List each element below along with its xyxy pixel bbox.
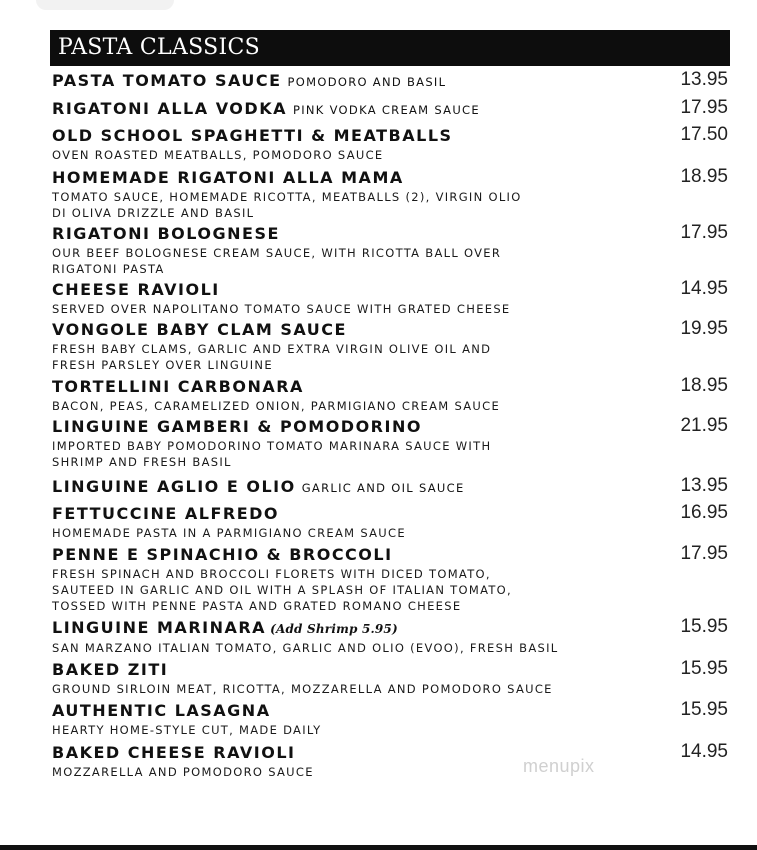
menu-item (52, 167, 732, 221)
item-price: 15.95 (680, 658, 728, 679)
item-name: VONGOLE BABY CLAM SAUCE (52, 320, 347, 339)
item-inline-description: GARLIC AND OIL SAUCE (301, 481, 465, 495)
item-price: 18.95 (680, 375, 728, 396)
menu-item (52, 544, 732, 614)
menu-item (52, 742, 732, 780)
item-name: PASTA TOMATO SAUCE (52, 71, 282, 90)
item-title-line (52, 659, 642, 681)
item-name: RIGATONI BOLOGNESE (52, 224, 280, 243)
item-title-line (52, 223, 642, 245)
item-description: SERVED OVER NAPOLITANO TOMATO SAUCE WITH GRATED CHEESE (52, 302, 511, 316)
item-description: TOMATO SAUCE, HOMEMADE RICOTTA, MEATBALLS (2), VIRGIN OLIO (52, 190, 522, 204)
menu-item (52, 376, 732, 414)
menu-item (52, 98, 732, 121)
item-name: TORTELLINI CARBONARA (52, 377, 304, 396)
item-price: 15.95 (680, 616, 728, 637)
menu-item (52, 659, 732, 697)
section-header (50, 30, 730, 66)
menu-item (52, 617, 732, 656)
top-tab (36, 0, 174, 10)
menu-item (52, 70, 732, 93)
item-title-line (52, 700, 642, 722)
item-inline-description: POMODORO AND BASIL (287, 75, 447, 89)
item-name: LINGUINE AGLIO E OLIO (52, 477, 296, 496)
menu-item (52, 476, 732, 499)
item-description: IMPORTED BABY POMODORINO TOMATO MARINARA SAUCE WITH (52, 439, 492, 453)
item-title-line (52, 98, 642, 121)
item-title-line (52, 503, 642, 525)
item-price: 13.95 (680, 69, 728, 90)
item-price: 15.95 (680, 699, 728, 720)
item-name: CHEESE RAVIOLI (52, 280, 220, 299)
item-description: FRESH PARSLEY OVER LINGUINE (52, 358, 273, 372)
item-description: FRESH BABY CLAMS, GARLIC AND EXTRA VIRGIN OLIVE OIL AND (52, 342, 492, 356)
item-name: BAKED CHEESE RAVIOLI (52, 743, 296, 762)
item-title-line (52, 125, 642, 147)
item-description: BACON, PEAS, CARAMELIZED ONION, PARMIGIANO CREAM SAUCE (52, 399, 501, 413)
item-price: 17.95 (680, 222, 728, 243)
item-description: HEARTY HOME-STYLE CUT, MADE DAILY (52, 723, 322, 737)
item-description: FRESH SPINACH AND BROCCOLI FLORETS WITH DICED TOMATO, (52, 567, 491, 581)
item-description: OVEN ROASTED MEATBALLS, POMODORO SAUCE (52, 148, 384, 162)
item-title-line (52, 544, 642, 566)
menu-item (52, 125, 732, 163)
item-name: HOMEMADE RIGATONI ALLA MAMA (52, 168, 404, 187)
item-title-line (52, 476, 642, 499)
item-description: SAN MARZANO ITALIAN TOMATO, GARLIC AND OLIO (EVOO), FRESH BASIL (52, 641, 559, 655)
menu-item (52, 319, 732, 373)
menu-item (52, 700, 732, 738)
bottom-rule (0, 845, 757, 850)
item-description: DI OLIVA DRIZZLE AND BASIL (52, 206, 255, 220)
menu-item (52, 223, 732, 277)
menu-item (52, 416, 732, 470)
item-title-line (52, 319, 642, 341)
item-name: RIGATONI ALLA VODKA (52, 99, 287, 118)
item-price: 14.95 (680, 278, 728, 299)
item-description: RIGATONI PASTA (52, 262, 165, 276)
item-price: 13.95 (680, 475, 728, 496)
item-name: PENNE E SPINACHIO & BROCCOLI (52, 545, 393, 564)
item-description: OUR BEEF BOLOGNESE CREAM SAUCE, WITH RICOTTA BALL OVER (52, 246, 502, 260)
item-price: 14.95 (680, 741, 728, 762)
item-name: LINGUINE GAMBERI & POMODORINO (52, 417, 422, 436)
item-title-line (52, 70, 642, 93)
item-price: 17.95 (680, 543, 728, 564)
item-price: 17.50 (680, 124, 728, 145)
item-price: 17.95 (680, 97, 728, 118)
item-price: 19.95 (680, 318, 728, 339)
item-description: MOZZARELLA AND POMODORO SAUCE (52, 765, 314, 779)
item-price: 21.95 (680, 415, 728, 436)
watermark: menupix (523, 756, 595, 776)
item-title-line (52, 617, 642, 640)
item-title-line (52, 167, 642, 189)
item-name: FETTUCCINE ALFREDO (52, 504, 280, 523)
item-description: TOSSED WITH PENNE PASTA AND GRATED ROMANO CHEESE (52, 599, 462, 613)
item-inline-description: PINK VODKA CREAM SAUCE (292, 103, 480, 117)
item-name: LINGUINE MARINARA (52, 618, 267, 637)
item-description: HOMEMADE PASTA IN A PARMIGIANO CREAM SAUCE (52, 526, 406, 540)
item-name: OLD SCHOOL SPAGHETTI & MEATBALLS (52, 126, 453, 145)
item-description: GROUND SIRLOIN MEAT, RICOTTA, MOZZARELLA AND POMODORO SAUCE (52, 682, 553, 696)
item-name: BAKED ZITI (52, 660, 169, 679)
item-name: AUTHENTIC LASAGNA (52, 701, 271, 720)
item-price: 16.95 (680, 502, 728, 523)
menu-list (52, 70, 732, 780)
item-title-line (52, 416, 642, 438)
item-description: SHRIMP AND FRESH BASIL (52, 455, 232, 469)
item-title-line (52, 279, 642, 301)
item-price: 18.95 (680, 166, 728, 187)
menu-item (52, 279, 732, 317)
item-description: SAUTEED IN GARLIC AND OIL WITH A SPLASH OF ITALIAN TOMATO, (52, 583, 512, 597)
menu-item (52, 503, 732, 541)
item-title-line (52, 376, 642, 398)
section-title: PASTA CLASSICS (58, 35, 260, 60)
item-note: (Add Shrimp 5.95) (270, 622, 398, 636)
